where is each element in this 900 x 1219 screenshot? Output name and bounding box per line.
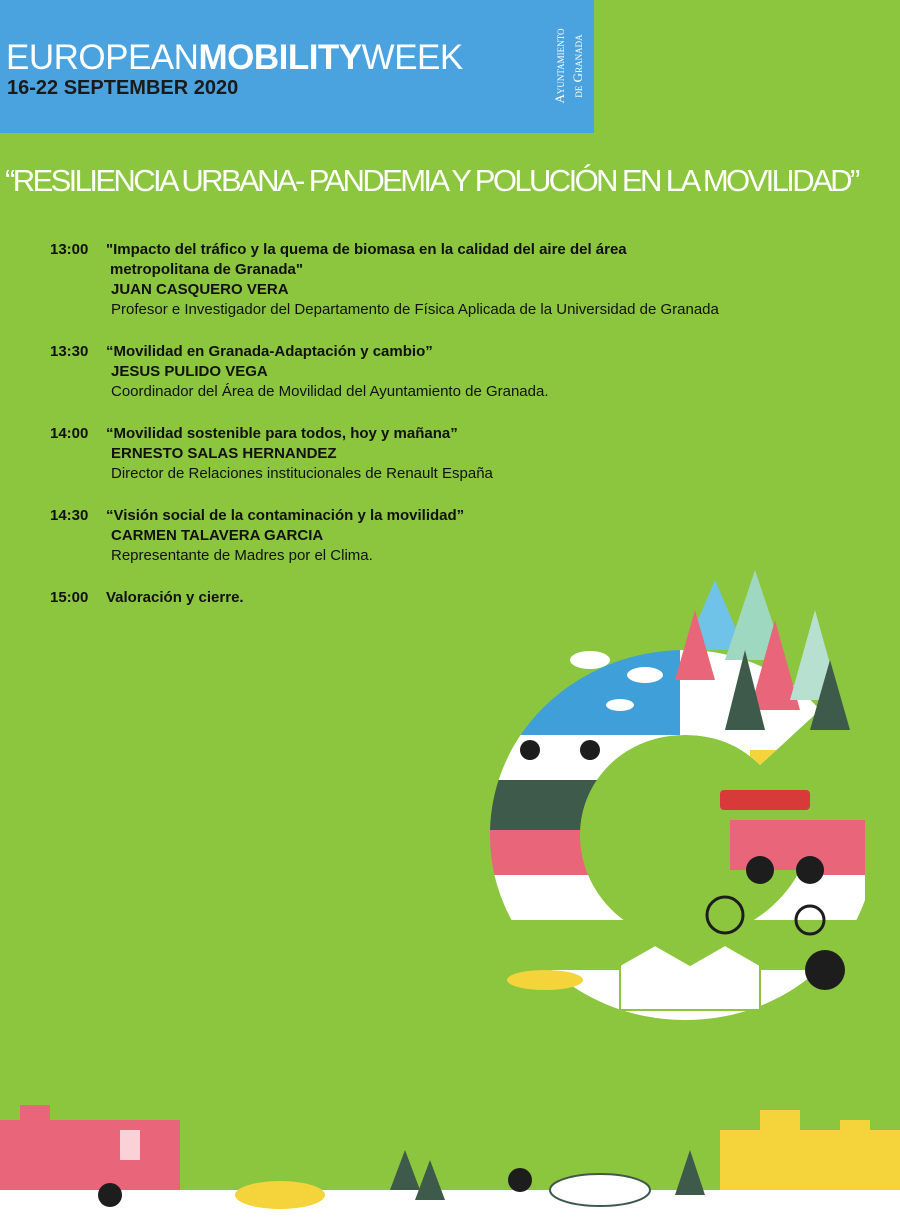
session-speaker: JUAN CASQUERO VERA [111, 281, 289, 298]
session-talk: “Movilidad en Granada-Adaptación y cambio” [106, 343, 433, 360]
session-talk: “Visión social de la contaminación y la movilidad” [106, 507, 465, 524]
session-time: 15:00 [50, 589, 89, 606]
session-role: Profesor e Investigador del Departamento de Física Aplicada de la Universidad de Granada [111, 301, 719, 318]
session-time: 14:30 [50, 507, 89, 524]
logo-line-2: de Granada [570, 34, 585, 98]
logo-line-1: Ayuntamiento [552, 28, 567, 104]
mobility-g-illustration [470, 570, 900, 1030]
session-1430 [50, 506, 770, 566]
session-speaker: JESUS PULIDO VEGA [111, 363, 268, 380]
emw-header-band [0, 0, 594, 133]
session-speaker: CARMEN TALAVERA GARCIA [111, 527, 324, 544]
page-title: “RESILIENCIA URBANA- PANDEMIA Y POLUCIÓN EN LA MOVILIDAD” [5, 163, 858, 198]
session-talk: Valoración y cierre. [106, 589, 244, 606]
ayuntamiento-logo [538, 0, 594, 133]
session-time: 14:00 [50, 425, 89, 442]
session-talk: “Movilidad sostenible para todos, hoy y mañana” [106, 425, 458, 442]
session-time: 13:00 [50, 241, 89, 258]
session-1330 [50, 342, 770, 402]
session-1300 [50, 240, 770, 320]
session-1400 [50, 424, 770, 484]
session-role: Director de Relaciones institucionales de Renault España [111, 465, 493, 482]
session-role: Coordinador del Área de Movilidad del Ayuntamiento de Granada. [111, 383, 549, 400]
session-role: Representante de Madres por el Clima. [111, 547, 373, 564]
emw-dates: 16-22 SEPTEMBER 2020 [7, 77, 239, 99]
session-speaker: ERNESTO SALAS HERNANDEZ [111, 445, 337, 462]
session-time: 13:30 [50, 343, 89, 360]
city-strip-illustration [0, 1090, 900, 1219]
session-talk: "Impacto del tráfico y la quema de biomasa en la calidad del aire del área metropolitana de Granada" [106, 241, 627, 278]
emw-wordmark: EUROPEANMOBILITYWEEK [6, 38, 463, 77]
